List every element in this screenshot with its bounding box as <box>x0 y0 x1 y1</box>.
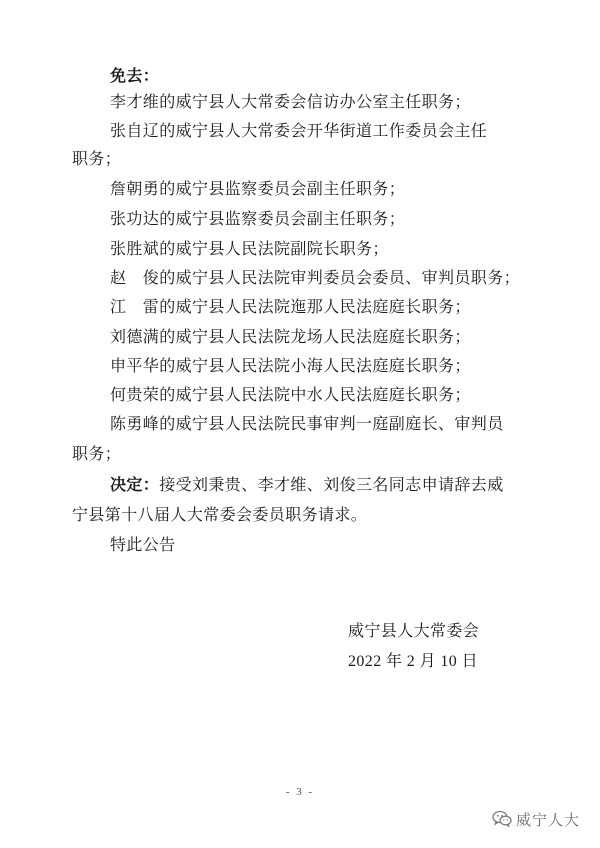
dismiss-line: 职务； <box>72 151 122 168</box>
dismiss-line: 申平华的威宁县人民法院小海人民法庭庭长职务； <box>110 358 471 375</box>
decision-line <box>110 476 504 496</box>
decision-text: 接受刘秉贵、李才维、刘俊三名同志申请辞去威 <box>159 477 504 494</box>
dismiss-line: 李才维的威宁县人大常委会信访办公室主任职务； <box>110 94 471 111</box>
signature-date: 2022 年 2 月 10 日 <box>348 653 478 670</box>
dismiss-line: 詹朝勇的威宁县监察委员会副主任职务； <box>110 181 406 198</box>
decision-line: 宁县第十八届人大常委会委员职务请求。 <box>72 507 368 524</box>
signature-org: 威宁县人大常委会 <box>348 623 480 640</box>
dismiss-line: 何贵荣的威宁县人民法院中水人民法庭庭长职务； <box>110 387 471 404</box>
dismiss-heading: 免去： <box>110 68 160 85</box>
dismiss-line: 陈勇峰的威宁县人民法院民事审判一庭副庭长、审判员 <box>110 416 504 433</box>
wechat-icon <box>492 810 512 828</box>
dismiss-line: 江 雷的威宁县人民法院迤那人民法庭庭长职务； <box>110 299 471 316</box>
watermark <box>492 808 580 830</box>
dismiss-line: 张自辽的威宁县人大常委会开华街道工作委员会主任 <box>110 123 488 140</box>
dismiss-line: 刘德满的威宁县人民法院龙场人民法庭庭长职务； <box>110 329 471 346</box>
watermark-text: 威宁人大 <box>516 810 581 829</box>
dismiss-line: 赵 俊的威宁县人民法院审判委员会委员、审判员职务； <box>110 270 521 287</box>
page-number: - 3 - <box>285 786 315 798</box>
decision-heading: 决定： <box>110 477 160 494</box>
closing-text: 特此公告 <box>110 537 176 554</box>
dismiss-line: 张胜斌的威宁县人民法院副院长职务； <box>110 241 389 258</box>
dismiss-line: 张功达的威宁县监察委员会副主任职务； <box>110 211 406 228</box>
dismiss-line: 职务； <box>72 446 122 463</box>
